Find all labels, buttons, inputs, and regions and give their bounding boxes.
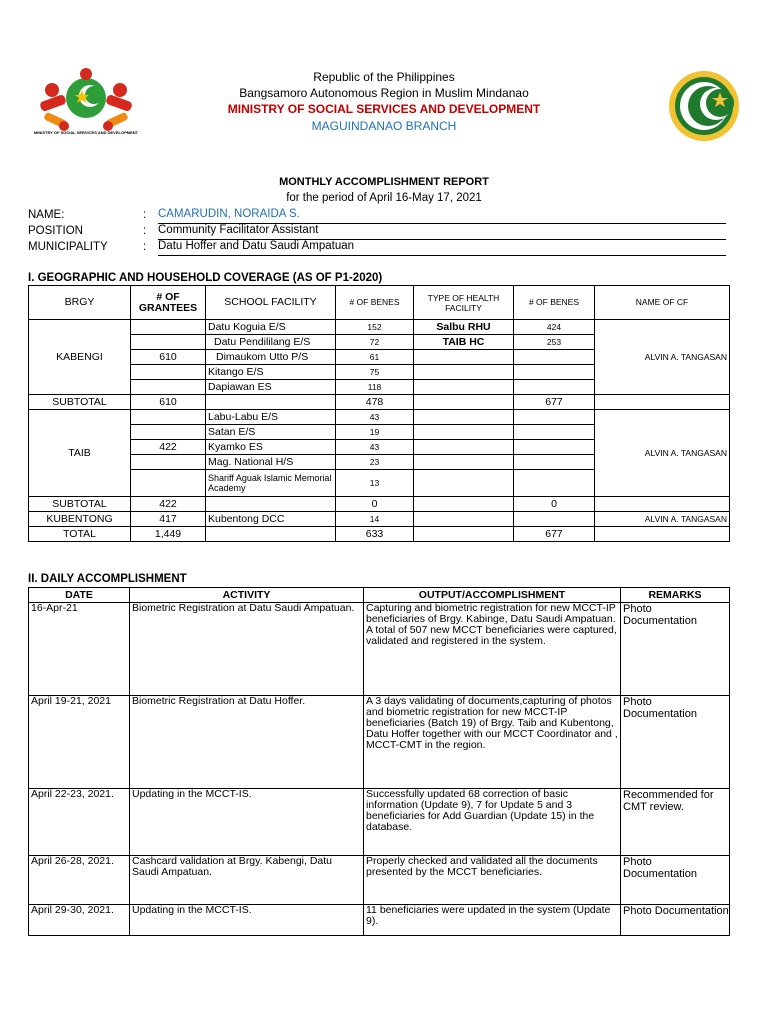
coverage-table bbox=[28, 285, 730, 542]
taib-health-5 bbox=[414, 470, 514, 497]
row5-remarks: Photo Documentation bbox=[621, 905, 730, 936]
kabengi-hbenes-5 bbox=[514, 380, 595, 395]
taib-school-2: Satan E/S bbox=[206, 425, 336, 440]
taib-school-5: Shariff Aguak Islamic Memorial Academy bbox=[206, 470, 336, 497]
kabengi-hbenes-1: 424 bbox=[514, 320, 595, 335]
taib-subtotal-school bbox=[206, 497, 336, 512]
name-colon: : bbox=[143, 209, 147, 221]
table-row bbox=[29, 603, 730, 696]
total-label: TOTAL bbox=[29, 527, 131, 542]
taib-subtotal-hbenes: 0 bbox=[514, 497, 595, 512]
kabengi-health-5 bbox=[414, 380, 514, 395]
kabengi-health-4 bbox=[414, 365, 514, 380]
row3-activity: Updating in the MCCT-IS. bbox=[130, 789, 364, 856]
row2-date: April 19-21, 2021 bbox=[29, 696, 130, 789]
kubentong-school: Kubentong DCC bbox=[206, 512, 336, 527]
taib-hbenes-5 bbox=[514, 470, 595, 497]
position-value: Community Facilitator Assistant bbox=[158, 224, 726, 240]
kabengi-grantees: 610 bbox=[131, 350, 206, 365]
kabengi-subtotal-label: SUBTOTAL bbox=[29, 395, 131, 410]
th-activity: ACTIVITY bbox=[130, 588, 364, 603]
total-school bbox=[206, 527, 336, 542]
row1-activity: Biometric Registration at Datu Saudi Ampatuan. bbox=[130, 603, 364, 696]
kabengi-health-2: TAIB HC bbox=[414, 335, 514, 350]
kubentong-cf: ALVIN A. TANGASAN bbox=[595, 512, 730, 527]
total-hbenes: 677 bbox=[514, 527, 595, 542]
taib-subtotal-label: SUBTOTAL bbox=[29, 497, 131, 512]
kabengi-health-1: Salbu RHU bbox=[414, 320, 514, 335]
row4-remarks: Photo Documentation bbox=[621, 856, 730, 905]
th-date: DATE bbox=[29, 588, 130, 603]
total-benes: 633 bbox=[336, 527, 414, 542]
total-health bbox=[414, 527, 514, 542]
taib-hbenes-2 bbox=[514, 425, 595, 440]
kubentong-brgy: KUBENTONG bbox=[29, 512, 131, 527]
taib-health-4 bbox=[414, 455, 514, 470]
taib-school-4: Mag. National H/S bbox=[206, 455, 336, 470]
header-region: Bangsamoro Autonomous Region in Muslim Mindanao bbox=[239, 86, 529, 100]
row4-date: April 26-28, 2021. bbox=[29, 856, 130, 905]
kabengi-hbenes-3 bbox=[514, 350, 595, 365]
report-period: for the period of April 16-May 17, 2021 bbox=[286, 192, 482, 204]
taib-subtotal-cf bbox=[595, 497, 730, 512]
row4-output: Properly checked and validated all the documents presented by the MCCT beneficiaries. bbox=[364, 856, 621, 905]
total-grantees: 1,449 bbox=[131, 527, 206, 542]
th-cf: NAME OF CF bbox=[595, 286, 730, 320]
row2-remarks: Photo Documentation bbox=[621, 696, 730, 789]
kabengi-cf: ALVIN A. TANGASAN bbox=[595, 320, 730, 395]
taib-health-1 bbox=[414, 410, 514, 425]
row1-output: Capturing and biometric registration for new MCCT-IP beneficiaries of Brgy. Kabinge, Datu Saudi Ampatuan. A total of 507 new MCCT beneficiaries were captured, validated and registered in the system. bbox=[364, 603, 621, 696]
table-row bbox=[29, 789, 730, 856]
kabengi-school-5: Dapiawan ES bbox=[206, 380, 336, 395]
row5-date: April 29-30, 2021. bbox=[29, 905, 130, 936]
daily-accomplishment-table bbox=[28, 587, 730, 936]
section2-title: II. DAILY ACCOMPLISHMENT bbox=[28, 573, 187, 585]
kabengi-benes-4: 75 bbox=[336, 365, 414, 380]
row3-output: Successfully updated 68 correction of basic information (Update 9), 7 for Update 5 and 3 beneficiaries for Add Guardian (Update 15) in the database. bbox=[364, 789, 621, 856]
kabengi-subtotal-school bbox=[206, 395, 336, 410]
table-row bbox=[29, 856, 730, 905]
municipality-label: MUNICIPALITY bbox=[28, 241, 108, 253]
report-title: MONTHLY ACCOMPLISHMENT REPORT bbox=[279, 176, 489, 188]
taib-grantees-blank-1 bbox=[131, 410, 206, 425]
kabengi-subtotal-health bbox=[414, 395, 514, 410]
table-row bbox=[29, 696, 730, 789]
taib-grantees-blank-2 bbox=[131, 425, 206, 440]
kabengi-school-2: Datu Pendililang E/S bbox=[206, 335, 336, 350]
th-school: SCHOOL FACILITY bbox=[206, 286, 336, 320]
th-output: OUTPUT/ACCOMPLISHMENT bbox=[364, 588, 621, 603]
row1-date: 16-Apr-21 bbox=[29, 603, 130, 696]
municipality-value: Datu Hoffer and Datu Saudi Ampatuan bbox=[158, 240, 726, 256]
kabengi-benes-1: 152 bbox=[336, 320, 414, 335]
kabengi-subtotal-grantees: 610 bbox=[131, 395, 206, 410]
name-label: NAME: bbox=[28, 209, 65, 221]
taib-school-1: Labu-Labu E/S bbox=[206, 410, 336, 425]
kabengi-benes-5: 118 bbox=[336, 380, 414, 395]
taib-benes-5: 13 bbox=[336, 470, 414, 497]
kabengi-school-3: Dimaukom Utto P/S bbox=[206, 350, 336, 365]
total-cf bbox=[595, 527, 730, 542]
th-hbenes: # OF BENES bbox=[514, 286, 595, 320]
th-brgy: BRGY bbox=[29, 286, 131, 320]
taib-hbenes-3 bbox=[514, 440, 595, 455]
kabengi-hbenes-2: 253 bbox=[514, 335, 595, 350]
kabengi-benes-3: 61 bbox=[336, 350, 414, 365]
kubentong-health bbox=[414, 512, 514, 527]
th-health: TYPE OF HEALTH FACILITY bbox=[414, 286, 514, 320]
kabengi-grantees-blank-2 bbox=[131, 335, 206, 350]
position-colon: : bbox=[143, 225, 147, 237]
taib-cf: ALVIN A. TANGASAN bbox=[595, 410, 730, 497]
kubentong-grantees: 417 bbox=[131, 512, 206, 527]
taib-grantees: 422 bbox=[131, 440, 206, 455]
header-branch: MAGUINDANAO BRANCH bbox=[311, 119, 457, 133]
logo-caption: MINISTRY OF SOCIAL SERVICES AND DEVELOPMENT bbox=[33, 130, 139, 135]
taib-health-3 bbox=[414, 440, 514, 455]
row4-activity: Cashcard validation at Brgy. Kabengi, Datu Saudi Ampatuan. bbox=[130, 856, 364, 905]
taib-subtotal-benes: 0 bbox=[336, 497, 414, 512]
row2-activity: Biometric Registration at Datu Hoffer. bbox=[130, 696, 364, 789]
header-republic: Republic of the Philippines bbox=[313, 70, 455, 84]
row2-output: A 3 days validating of documents,capturing of photos and biometric registration for new MCCT-IP beneficiaries (Batch 19) of Brgy. Taib and Kubentong, Datu Hoffer together with our MCCT Coordinator and , MCCT-CMT in the region. bbox=[364, 696, 621, 789]
row1-remarks: Photo Documentation bbox=[621, 603, 730, 696]
row5-output: 11 beneficiaries were updated in the system (Update 9). bbox=[364, 905, 621, 936]
taib-brgy: TAIB bbox=[29, 410, 131, 497]
position-label: POSITION bbox=[28, 225, 83, 237]
kabengi-subtotal-cf bbox=[595, 395, 730, 410]
taib-hbenes-4 bbox=[514, 455, 595, 470]
section1-title: I. GEOGRAPHIC AND HOUSEHOLD COVERAGE (AS OF P1-2020) bbox=[28, 272, 383, 284]
kabengi-health-3 bbox=[414, 350, 514, 365]
kabengi-hbenes-4 bbox=[514, 365, 595, 380]
th-benes: # OF BENES bbox=[336, 286, 414, 320]
header-ministry: MINISTRY OF SOCIAL SERVICES AND DEVELOPMENT bbox=[227, 102, 541, 116]
taib-benes-3: 43 bbox=[336, 440, 414, 455]
th-remarks: REMARKS bbox=[621, 588, 730, 603]
taib-benes-2: 19 bbox=[336, 425, 414, 440]
taib-grantees-blank-4 bbox=[131, 455, 206, 470]
row5-activity: Updating in the MCCT-IS. bbox=[130, 905, 364, 936]
table-row bbox=[29, 905, 730, 936]
row3-remarks: Recommended for CMT review. bbox=[621, 789, 730, 856]
taib-subtotal-health bbox=[414, 497, 514, 512]
kabengi-subtotal-benes: 478 bbox=[336, 395, 414, 410]
taib-grantees-blank-5 bbox=[131, 470, 206, 497]
kabengi-subtotal-hbenes: 677 bbox=[514, 395, 595, 410]
name-value: CAMARUDIN, NORAIDA S. bbox=[158, 208, 726, 224]
kabengi-grantees-blank-5 bbox=[131, 380, 206, 395]
kubentong-hbenes bbox=[514, 512, 595, 527]
kabengi-benes-2: 72 bbox=[336, 335, 414, 350]
kabengi-school-1: Datu Koguia E/S bbox=[206, 320, 336, 335]
row3-date: April 22-23, 2021. bbox=[29, 789, 130, 856]
kabengi-school-4: Kitango E/S bbox=[206, 365, 336, 380]
kubentong-benes: 14 bbox=[336, 512, 414, 527]
kabengi-grantees-blank-4 bbox=[131, 365, 206, 380]
kabengi-brgy: KABENGI bbox=[29, 320, 131, 395]
th-grantees: # OF GRANTEES bbox=[131, 286, 206, 320]
taib-hbenes-1 bbox=[514, 410, 595, 425]
taib-health-2 bbox=[414, 425, 514, 440]
taib-subtotal-grantees: 422 bbox=[131, 497, 206, 512]
kabengi-grantees-blank bbox=[131, 320, 206, 335]
taib-school-3: Kyamko ES bbox=[206, 440, 336, 455]
municipality-colon: : bbox=[143, 241, 147, 253]
taib-benes-1: 43 bbox=[336, 410, 414, 425]
taib-benes-4: 23 bbox=[336, 455, 414, 470]
